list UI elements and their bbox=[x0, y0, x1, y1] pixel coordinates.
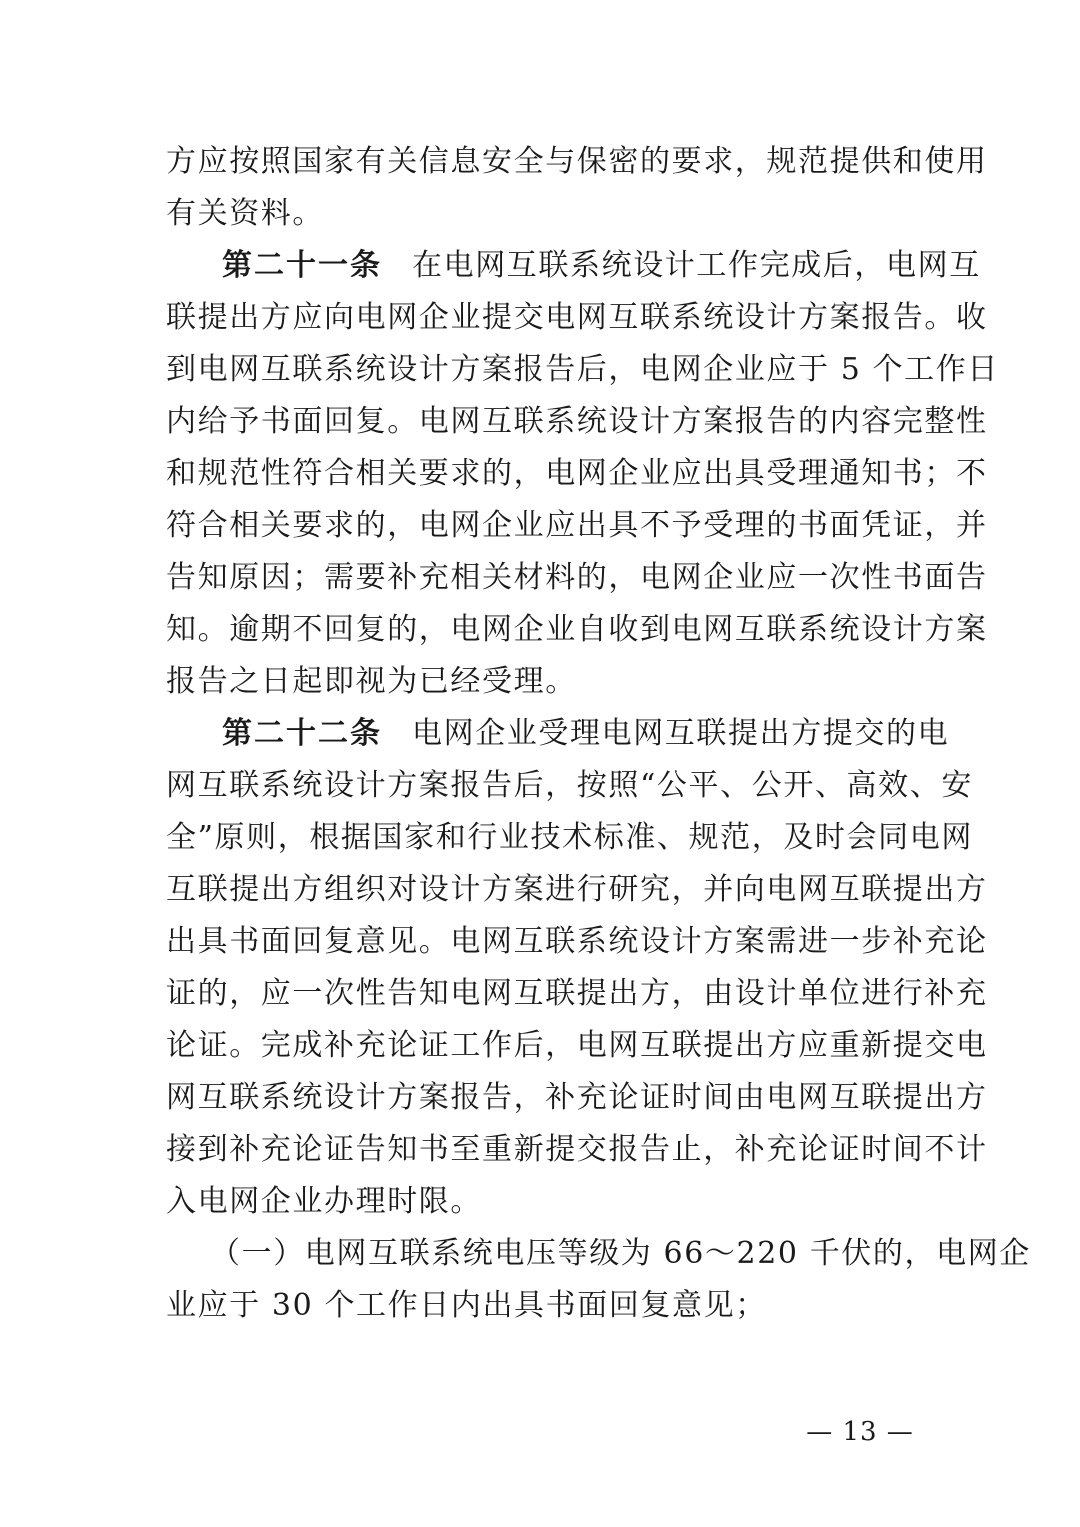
text-line-8: 符合相关要求的，电网企业应出具不予受理的书面凭证，并 bbox=[166, 508, 988, 543]
article-22-first-line-text: 电网企业受理电网互联提出方提交的电 bbox=[412, 716, 950, 751]
text-line-15: 互联提出方组织对设计方案进行研究，并向电网互联提出方 bbox=[166, 872, 988, 907]
text-line-13: 网互联系统设计方案报告后，按照“公平、公开、高效、安 bbox=[166, 768, 973, 803]
text-line-4: 联提出方应向电网企业提交电网互联系统设计方案报告。收 bbox=[166, 300, 988, 335]
article-21-first-line-text: 在电网互联系统设计工作完成后，电网互 bbox=[412, 248, 981, 283]
text-line-9: 告知原因；需要补充相关材料的，电网企业应一次性书面告 bbox=[166, 560, 988, 595]
text-line-7: 和规范性符合相关要求的，电网企业应出具受理通知书；不 bbox=[166, 456, 988, 491]
text-line-19: 网互联系统设计方案报告，补充论证时间由电网互联提出方 bbox=[166, 1080, 988, 1115]
article-22-heading-line bbox=[222, 708, 950, 760]
text-line-22: （一）电网互联系统电压等级为 66～220 千伏的，电网企 bbox=[210, 1236, 1031, 1271]
text-line-17: 证的，应一次性告知电网互联提出方，由设计单位进行补充 bbox=[166, 976, 988, 1011]
text-line-5: 到电网互联系统设计方案报告后，电网企业应于 5 个工作日 bbox=[166, 352, 999, 387]
text-line-18: 论证。完成补充论证工作后，电网互联提出方应重新提交电 bbox=[166, 1028, 988, 1063]
article-21-heading-line bbox=[222, 240, 981, 292]
text-line-16: 出具书面回复意见。电网互联系统设计方案需进一步补充论 bbox=[166, 924, 988, 959]
text-line-23: 业应于 30 个工作日内出具书面回复意见； bbox=[166, 1288, 767, 1323]
article-22-number: 第二十二条 bbox=[222, 716, 382, 751]
text-line-2: 有关资料。 bbox=[166, 196, 324, 231]
text-line-20: 接到补充论证告知书至重新提交报告止，补充论证时间不计 bbox=[166, 1132, 988, 1167]
text-line-11: 报告之日起即视为已经受理。 bbox=[166, 664, 577, 699]
article-21-number: 第二十一条 bbox=[222, 248, 382, 283]
text-line-1: 方应按照国家有关信息安全与保密的要求，规范提供和使用 bbox=[166, 144, 988, 179]
page-number: — 13 — bbox=[806, 1417, 914, 1447]
text-line-10: 知。逾期不回复的，电网企业自收到电网互联系统设计方案 bbox=[166, 612, 988, 647]
text-line-21: 入电网企业办理时限。 bbox=[166, 1184, 482, 1219]
text-line-14: 全”原则，根据国家和行业技术标准、规范，及时会同电网 bbox=[166, 820, 973, 855]
text-line-6: 内给予书面回复。电网互联系统设计方案报告的内容完整性 bbox=[166, 404, 988, 439]
